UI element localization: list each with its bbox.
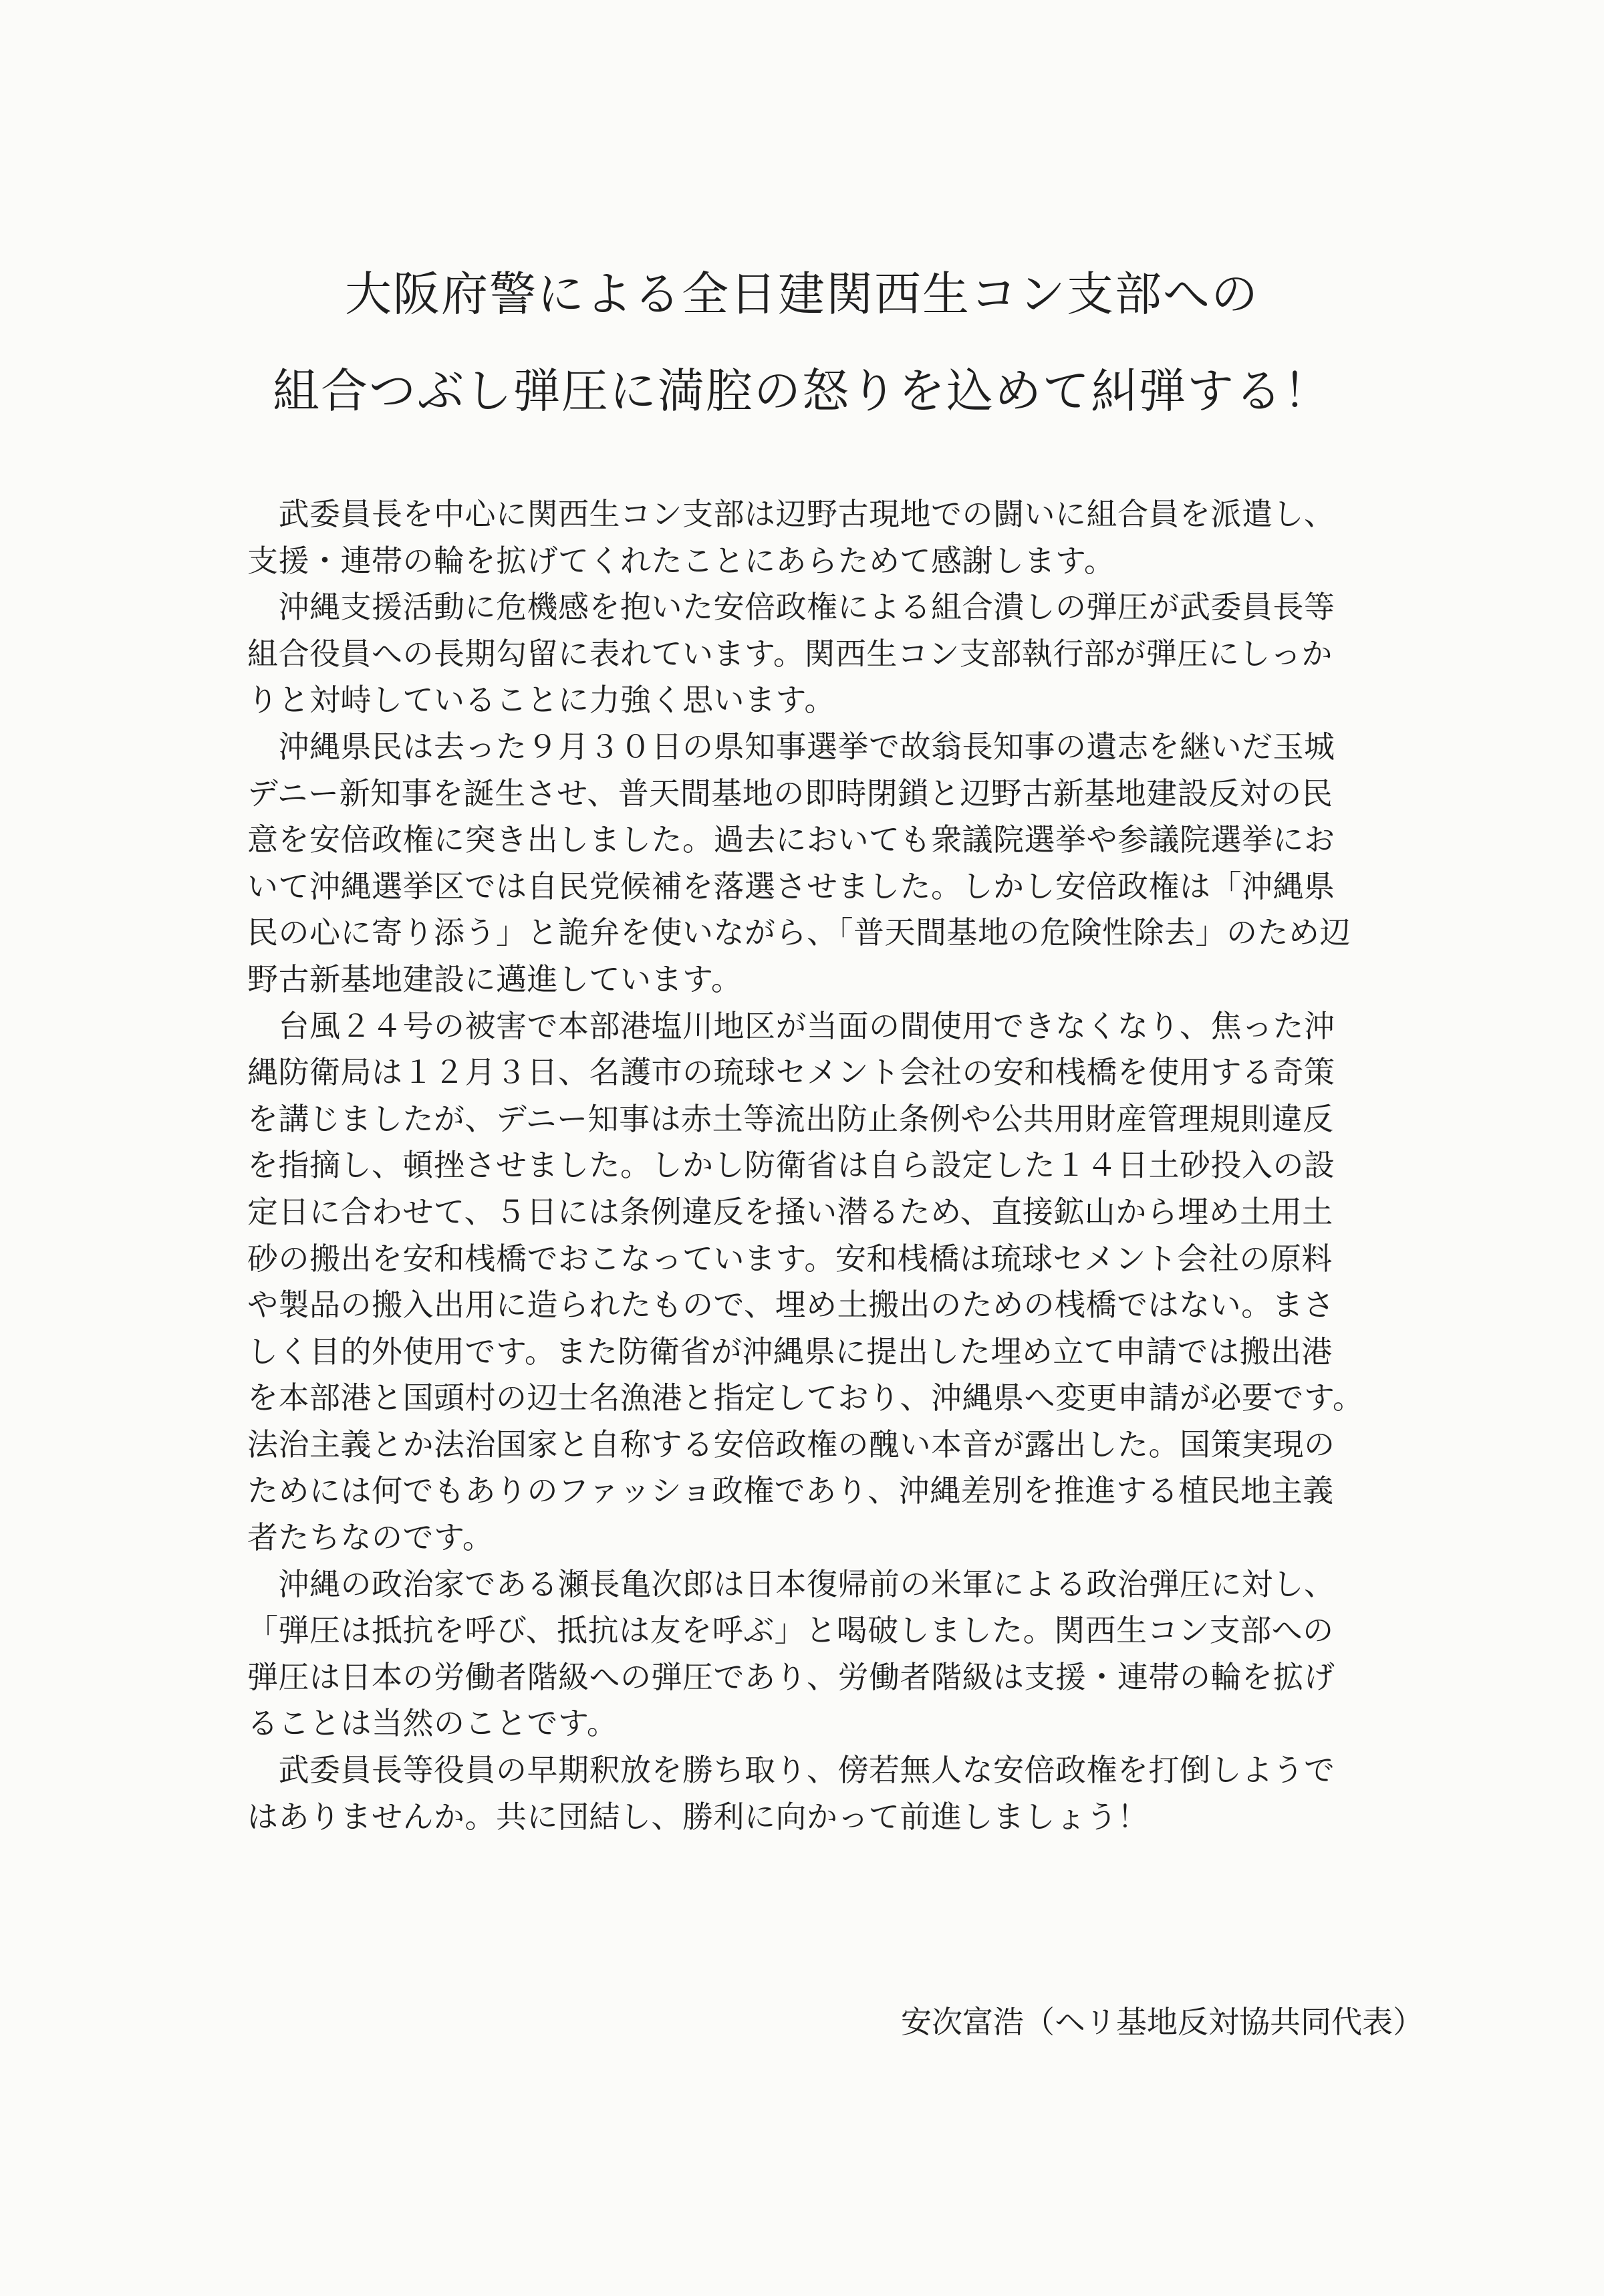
body-line: いて沖縄選挙区では自民党候補を落選させました。しかし安倍政権は「沖縄県 (247, 868, 1335, 904)
body-line: ためには何でもありのファッショ政権であり、沖縄差別を推進する植民地主義 (247, 1473, 1334, 1509)
body-line: 組合役員への長期勾留に表れています。関西生コン支部執行部が弾圧にしっか (247, 635, 1333, 672)
body-line: 武委員長を中心に関西生コン支部は辺野古現地での闘いに組合員を派遣し、 (247, 496, 1335, 532)
body-line: 縄防衛局は１２月３日、名護市の琉球セメント会社の安和桟橋を使用する奇策 (247, 1054, 1335, 1091)
document-body (247, 491, 1450, 1840)
body-line: を講じましたが、デニー知事は赤土等流出防止条例や公共用財産管理規則違反 (247, 1100, 1334, 1137)
body-line: や製品の搬入出用に造られたもので、埋め土搬出のための桟橋ではない。まさ (247, 1287, 1335, 1323)
body-line: を指摘し、頓挫させました。しかし防衛省は自ら設定した１４日土砂投入の設 (247, 1147, 1335, 1184)
document-title-line-1: 大阪府警による全日建関西生コン支部への (345, 267, 1259, 322)
body-line: しく目的外使用です。また防衛省が沖縄県に提出した埋め立て申請では搬出港 (247, 1333, 1333, 1370)
document-title-line-2: 組合つぶし弾圧に満腔の怒りを込めて糾弾する！ (273, 364, 1331, 418)
body-line: 定日に合わせて、５日には条例違反を掻い潜るため、直接鉱山から埋め土用土 (247, 1193, 1333, 1230)
body-line: ることは当然のことです。 (247, 1705, 618, 1742)
body-line: 「弾圧は抵抗を呼び、抵抗は友を呼ぶ」と喝破しました。関西生コン支部への (247, 1612, 1334, 1649)
body-line: 沖縄県民は去った９月３０日の県知事選挙で故翁長知事の遺志を継いだ玉城 (247, 728, 1335, 765)
body-line: 沖縄支援活動に危機感を抱いた安倍政権による組合潰しの弾圧が武委員長等 (247, 589, 1335, 626)
body-line: 台風２４号の被害で本部港塩川地区が当面の間使用できなくなり、焦った沖 (247, 1007, 1335, 1044)
body-line: を本部港と国頭村の辺士名漁港と指定しており、沖縄県へ変更申請が必要です。 (247, 1380, 1364, 1416)
body-line: 者たちなのです。 (247, 1519, 494, 1556)
body-line: 弾圧は日本の労働者階級への弾圧であり、労働者階級は支援・連帯の輪を拡げ (247, 1658, 1335, 1695)
body-line: 野古新基地建設に邁進しています。 (247, 961, 743, 997)
body-line: デニー新知事を誕生させ、普天間基地の即時閉鎖と辺野古新基地建設反対の民 (247, 775, 1333, 811)
body-line: りと対峙していることに力強く思います。 (247, 682, 835, 719)
signature: 安次富浩（ヘリ基地反対協共同代表） (901, 2004, 1424, 2040)
body-line: はありませんか。共に団結し、勝利に向かって前進しましょう！ (247, 1798, 1149, 1835)
body-line: 支援・連帯の輪を拡げてくれたことにあらためて感謝します。 (247, 542, 1115, 579)
body-line: 砂の搬出を安和桟橋でおこなっています。安和桟橋は琉球セメント会社の原料 (247, 1240, 1333, 1277)
body-line: 民の心に寄り添う」と詭弁を使いながら、「普天間基地の危険性除去」のため辺 (247, 914, 1351, 951)
body-line: 沖縄の政治家である瀬長亀次郎は日本復帰前の米軍による政治弾圧に対し、 (247, 1565, 1335, 1602)
body-line: 意を安倍政権に突き出しました。過去においても衆議院選挙や参議院選挙にお (247, 821, 1335, 858)
body-line: 武委員長等役員の早期釈放を勝ち取り、傍若無人な安倍政権を打倒しようで (247, 1752, 1335, 1789)
body-line: 法治主義とか法治国家と自称する安倍政権の醜い本音が露出した。国策実現の (247, 1426, 1335, 1462)
